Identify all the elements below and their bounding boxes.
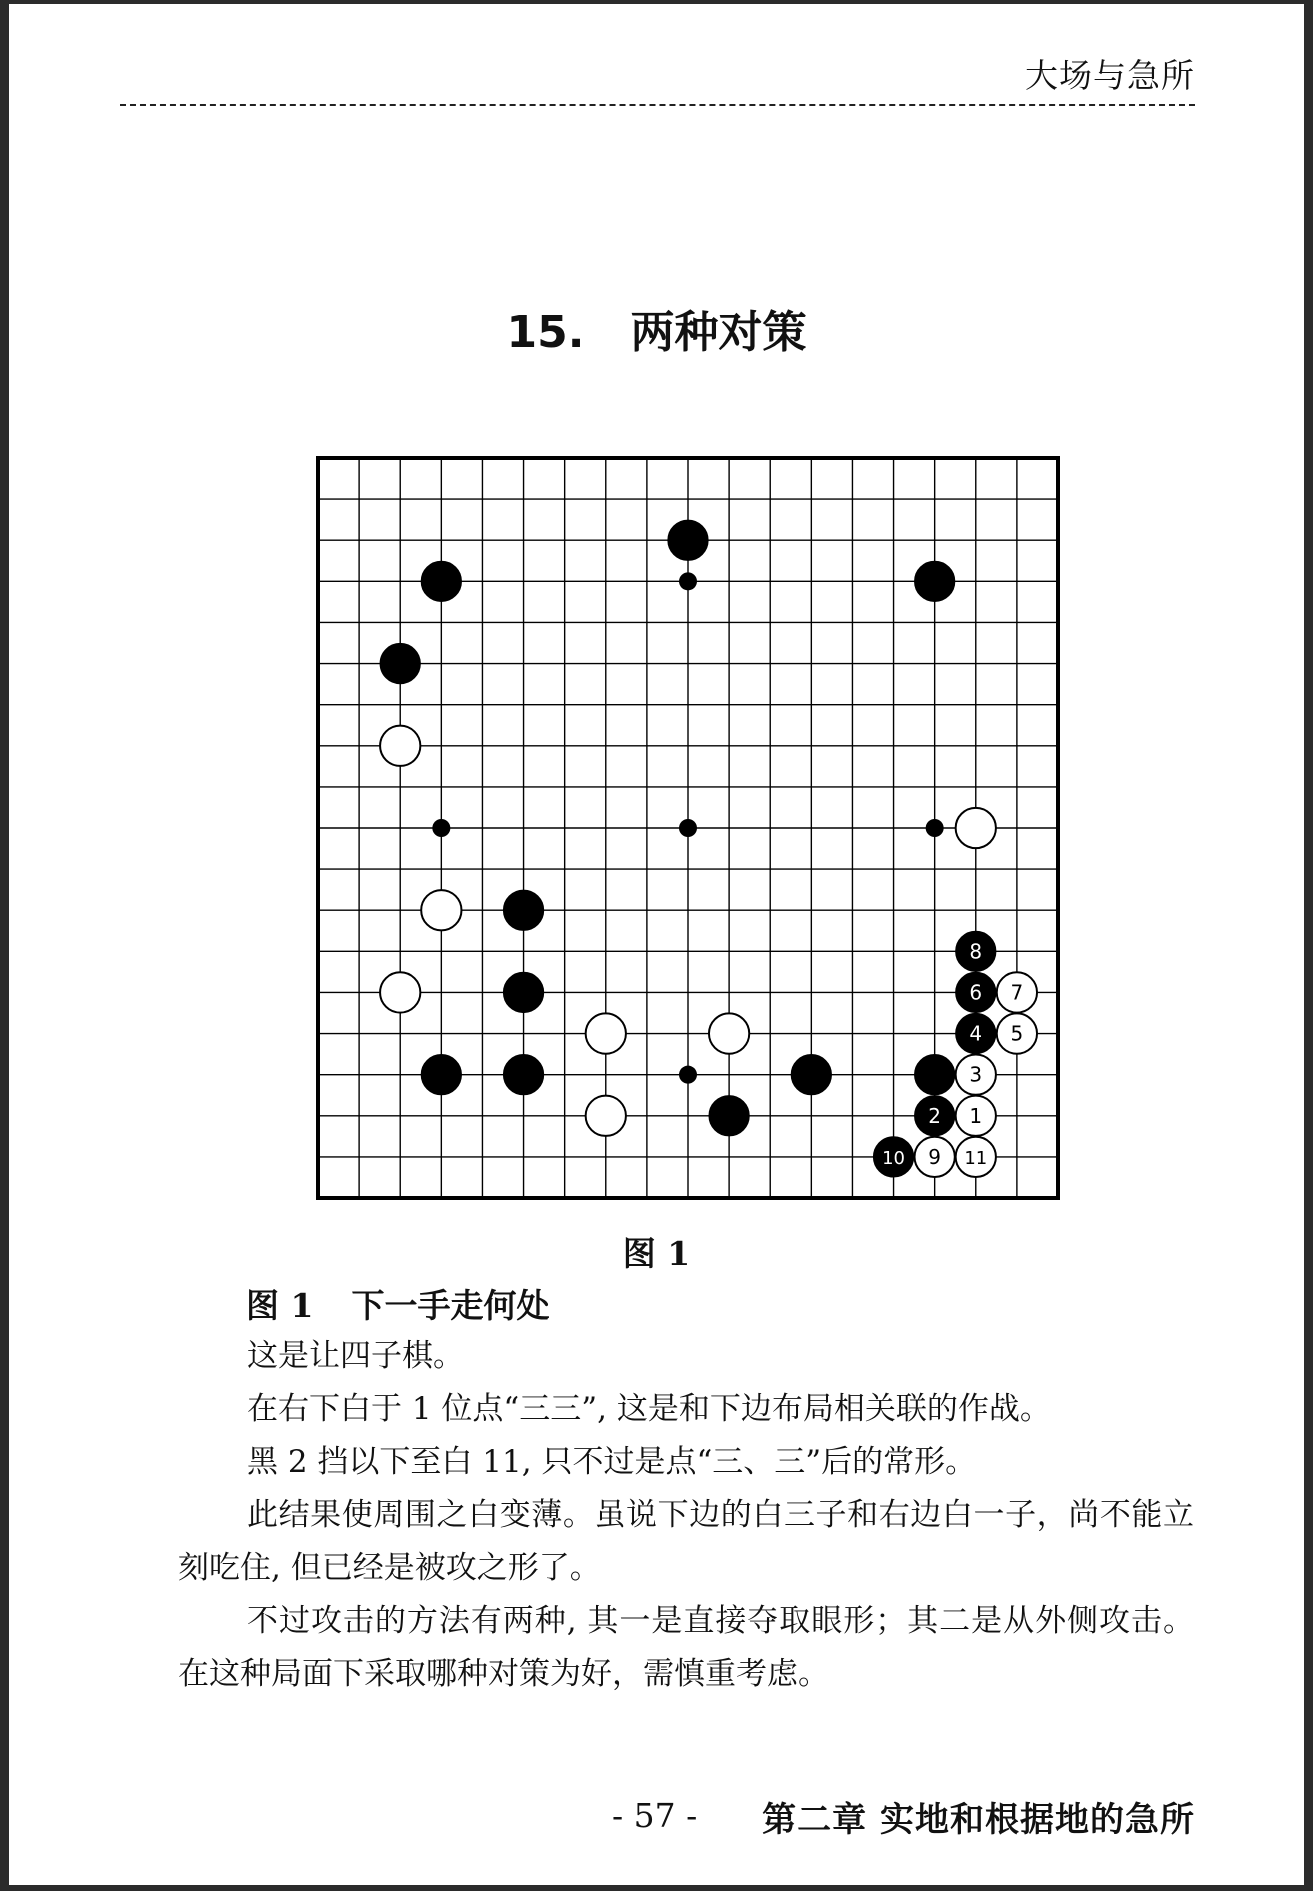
black-stone xyxy=(915,1055,955,1095)
move-number-label: 2 xyxy=(928,1103,942,1128)
white-stone xyxy=(709,1013,749,1053)
black-stone xyxy=(915,561,955,601)
move-number-label: 1 xyxy=(969,1103,983,1128)
white-stone xyxy=(586,1013,626,1053)
star-point xyxy=(679,819,697,837)
move-number-label: 9 xyxy=(928,1144,942,1169)
section-title xyxy=(0,296,1313,360)
star-point xyxy=(679,572,697,590)
go-board-diagram xyxy=(310,450,1070,1210)
white-stone xyxy=(421,890,461,930)
problem-heading xyxy=(246,1280,549,1327)
paragraph: 这是让四子棋。 xyxy=(247,1338,464,1374)
move-number-label: 3 xyxy=(969,1062,983,1087)
move-number-label: 8 xyxy=(969,939,983,964)
black-stone xyxy=(503,1055,543,1095)
paragraph: 此结果使周围之白变薄。虽说下边的白三子和右边白一子，尚不能立刻吃住, 但已经是被攻之形了。 xyxy=(178,1497,1194,1586)
black-stone xyxy=(791,1055,831,1095)
star-point xyxy=(926,819,944,837)
black-stone xyxy=(421,1055,461,1095)
paragraph: 黑 2 挡以下至白 11, 只不过是点“三、三”后的常形。 xyxy=(247,1444,977,1480)
white-stone xyxy=(586,1096,626,1136)
page-number: - 57 - xyxy=(612,1796,698,1835)
white-stone xyxy=(956,808,996,848)
move-number-label: 6 xyxy=(969,980,983,1005)
white-stone xyxy=(380,972,420,1012)
move-number-label: 11 xyxy=(964,1147,988,1169)
black-stone xyxy=(503,890,543,930)
section-title-text: 两种对策 xyxy=(630,307,807,358)
header-divider xyxy=(120,104,1195,106)
paragraph: 在右下白于 1 位点“三三”, 这是和下边布局相关联的作战。 xyxy=(247,1391,1051,1427)
running-head: 大场与急所 xyxy=(1025,56,1195,95)
figure-caption: 图 1 xyxy=(622,1234,691,1273)
problem-title: 下一手走何处 xyxy=(351,1286,550,1325)
black-stone xyxy=(421,561,461,601)
white-stone xyxy=(380,726,420,766)
chapter-title: 第二章 实地和根据地的急所 xyxy=(762,1800,1195,1840)
move-number-label: 4 xyxy=(969,1021,983,1046)
body-text xyxy=(178,1330,1194,1701)
black-stone xyxy=(503,972,543,1012)
move-number-label: 5 xyxy=(1010,1021,1024,1046)
star-point xyxy=(432,819,450,837)
black-stone xyxy=(668,520,708,560)
move-number-label: 7 xyxy=(1010,980,1024,1005)
star-point xyxy=(679,1066,697,1084)
problem-label: 图 1 xyxy=(246,1286,314,1325)
black-stone xyxy=(380,643,420,683)
black-stone xyxy=(709,1096,749,1136)
paragraph: 不过攻击的方法有两种, 其一是直接夺取眼形；其二是从外侧攻击。在这种局面下采取哪种对策为好，需慎重考虑。 xyxy=(178,1603,1194,1692)
move-number-label: 10 xyxy=(882,1147,906,1169)
section-number: 15. xyxy=(506,307,585,358)
